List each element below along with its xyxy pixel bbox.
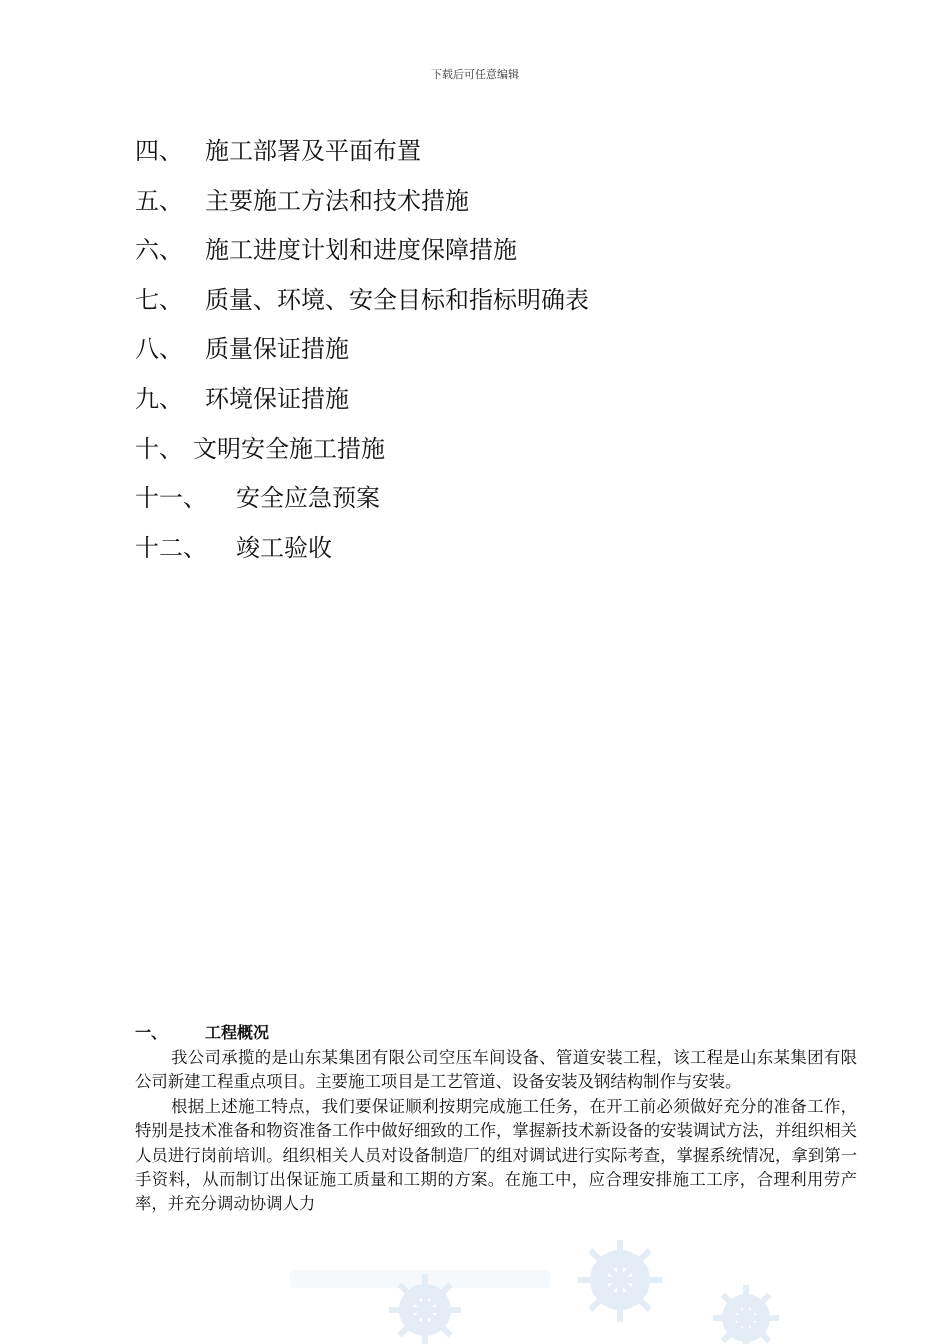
- section-title: 工程概况: [205, 1023, 270, 1042]
- project-overview-section: [135, 1020, 857, 1217]
- toc-item-number: 六、: [135, 236, 183, 265]
- toc-item-text: 主要施工方法和技术措施: [205, 186, 469, 215]
- toc-item-number: 八、: [135, 335, 183, 364]
- toc-item: [135, 428, 835, 478]
- toc-item-text: 安全应急预案: [236, 484, 380, 513]
- toc-item-text: 施工部署及平面布置: [205, 137, 421, 165]
- toc-item-text: 质量、环境、安全目标和指标明确表: [205, 285, 589, 314]
- watermark-snowflake-icon: [389, 1274, 461, 1344]
- toc-item-text: 环境保证措施: [205, 384, 349, 413]
- body-paragraph: 根据上述施工特点，我们要保证顺利按期完成施工任务，在开工前必须做好充分的准备工作，特别是技术准备和物资准备工作中做好细致的工作，掌握新技术新设备的安装调试方法，并组织相关人员进行岗前培训。组织相关人员对设备制造厂的组对调试进行实际考查，掌握系统情况，拿到第一手资料，从而制订出保证施工质量和工期的方案。在施工中，应合理安排施工工序，合理利用劳产率，并充分调动协调人力: [135, 1096, 857, 1214]
- toc-item-number: 九、: [135, 384, 183, 413]
- toc-item: [135, 378, 835, 428]
- toc-item: [135, 229, 835, 279]
- toc-item-text: 施工进度计划和进度保障措施: [205, 236, 517, 265]
- toc-item-number: 十一、: [135, 484, 207, 513]
- section-heading: [135, 1020, 857, 1046]
- toc-item-number: 五、: [135, 186, 183, 215]
- body-paragraph: 我公司承揽的是山东某集团有限公司空压车间设备、管道安装工程，该工程是山东某集团有限公司新建工程重点项目。主要施工项目是工艺管道、设备安装及钢结构制作与安装。: [135, 1048, 857, 1092]
- header-note: 下载后可任意编辑: [431, 68, 519, 81]
- toc-item-text: 竣工验收: [236, 533, 332, 562]
- watermark-snowflake-icon: [578, 1240, 662, 1322]
- toc-item-text: 质量保证措施: [205, 335, 349, 364]
- watermark-emblem: [280, 1240, 840, 1344]
- toc-item: [135, 180, 835, 230]
- toc-item-number: 十、: [135, 434, 183, 463]
- toc-item-number: 七、: [135, 285, 183, 314]
- watermark-snowflake-icon: [713, 1285, 779, 1344]
- table-of-contents: [135, 130, 835, 576]
- section-number: 一、: [135, 1023, 168, 1042]
- toc-item: [135, 328, 835, 378]
- toc-item: [135, 477, 835, 527]
- toc-item: [135, 130, 835, 180]
- toc-item: [135, 279, 835, 329]
- toc-item-number: 四、: [135, 137, 183, 165]
- toc-item-text: 文明安全施工措施: [193, 434, 385, 463]
- toc-item: [135, 527, 835, 577]
- toc-item-number: 十二、: [135, 533, 207, 562]
